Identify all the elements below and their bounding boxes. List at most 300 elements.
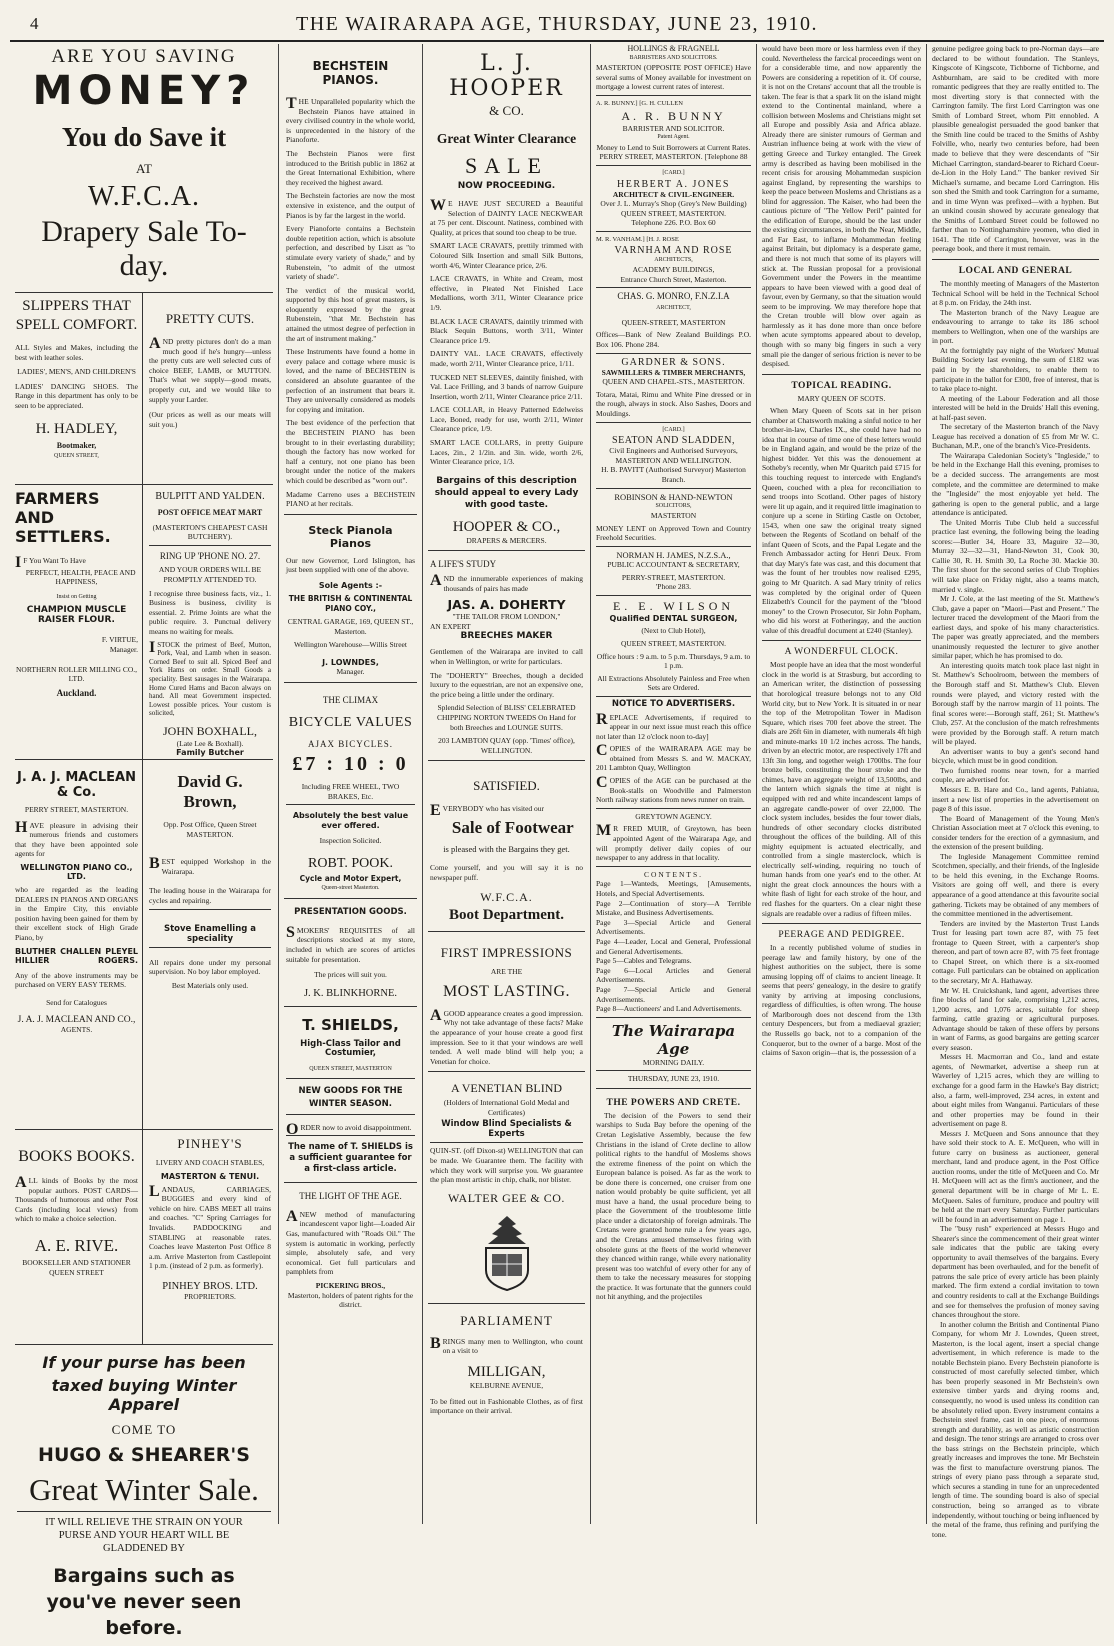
card-line: SAWMILLERS & TIMBER MERCHANTS, bbox=[601, 367, 746, 377]
maker: ROGERS. bbox=[98, 955, 138, 965]
article-paragraph: Most people have an idea that the most wonderful clock in the world is at Strasburg, but according to an American writer, the distinction of possessing that horological treasure belongs not to any Old World city, but to New York. It is situated in or near the top of the Metropolitan Tower in Madison Square, which rises 700 feet above the street. The dials are 26ft 6in in diameter, with numerals 4ft high and minute-marks 10 1/2 inches across. The hands, driven by an electric motor, are respectively 17ft and 13ft 3in long, and together weigh 1700lbs. The four bronze bells, constituting the hour stroke and the chimes, have an aggregate weight of 13,500lbs, and the lantern which signals the time at night is equipped with red and white incandescent lamps of an aggregate candle-power of over 22,000. The clock system includes, besides the four tower dials, hundreds of other secondary clocks distributed throughout the offices of the building. All of this mighty equipment is actuated electrically, and controlled from a single masterclock, which is electrically self-winding, requiring no touch of human hands from one year's end to the other. At night the great clock announces the hours with a white flash of light for each stroke of the hour, and red flashes for the quarters. On a clear night these signals are readable over a radius of fifteen miles. bbox=[762, 660, 921, 918]
card-bunny bbox=[596, 96, 751, 166]
contents-item: Page 4—Leader, Local and General, Professional and General Advertisements. bbox=[596, 936, 751, 956]
card-line: SOLICITORS, bbox=[655, 502, 692, 509]
ad-body: BEST equipped Workshop in the Wairarapa. bbox=[149, 855, 271, 876]
news-paragraph: The Masterton branch of the Navy League are endeavouring to arrange to take its 186 school members to Wellington, when one of the warships are in port. bbox=[932, 307, 1099, 346]
ad-line: Opp. Post Office, Queen Street MASTERTON. bbox=[163, 820, 257, 839]
row-maclean-brown bbox=[15, 760, 273, 1130]
card-line: BARRISTER AND SOLICITOR. bbox=[622, 123, 725, 133]
maker: CHALLEN bbox=[60, 946, 102, 956]
card-title: ROBINSON & HAND-NEWTON bbox=[614, 491, 733, 502]
ad-line: The name of T. SHIELDS is a sufficient guarantee for a first-class article. bbox=[288, 1142, 413, 1175]
ad-name: WALTER GEE & CO. bbox=[448, 1190, 565, 1205]
ad-line: THE BRITISH & CONTINENTAL PIANO COY., bbox=[288, 593, 413, 613]
card-title: A. R. BUNNY bbox=[621, 108, 726, 123]
ad-hooper bbox=[428, 44, 585, 551]
nameplate-line: MORNING DAILY. bbox=[642, 1057, 705, 1067]
ad-body: AND pretty pictures don't do a man much good if he's hungry—unless the pretty cuts are well selected cuts of choice BEEF, LAMB, or MUTTON. That's what we supply—good meats, properly cut, and we would like to supply your Larder. bbox=[149, 335, 271, 404]
row-farmers-bulpitt bbox=[15, 485, 273, 760]
card-line: ARCHITECT, bbox=[656, 305, 691, 312]
contents-title: CONTENTS. bbox=[643, 869, 704, 879]
ad-shields bbox=[284, 1007, 417, 1183]
news-paragraph: Tenders are invited by the Masterton Trust Lands Trust for leasing part town acre 87, with 75 feet frontage to Queen Street, with a carpenter's shop thereon, and part of town acre 87, with 75 feet frontage to Chapel Street, on which there is a six-roomed cottage. Full particulars can be obtained on application to the secretary, Mr A. Hathaway. bbox=[932, 918, 1099, 985]
card-line: MASTERTON bbox=[650, 511, 697, 521]
ad-line: Family Butcher bbox=[176, 748, 244, 758]
ad-satisfied bbox=[428, 761, 585, 932]
ad-line: (Late Lee & Boxhall). bbox=[176, 738, 244, 748]
ad-line: Absolutely the best value ever offered. bbox=[292, 811, 409, 830]
ad-name: J. K. BLINKHORNE. bbox=[303, 987, 398, 999]
ad-body: ALL kinds of Books by the most popular authors. POST CARDS—Thousands of humorous and other Post Cards (including local views) from which to make a choice selection. bbox=[15, 1174, 138, 1224]
nameplate-date: THURSDAY, JUNE 23, 1910. bbox=[627, 1074, 720, 1084]
ad-line: WELLINGTON PIANO CO., LTD. bbox=[20, 862, 133, 881]
ad-body: The Bechstein factories are now the most extensive in existence, and the output of Pianos is by far the largest in the world. bbox=[286, 191, 415, 220]
card-line: Qualified DENTAL SURGEON, bbox=[609, 613, 738, 623]
ad-name: PICKERING BROS., bbox=[315, 1280, 386, 1290]
ad-title: A VENETIAN BLIND bbox=[450, 1081, 563, 1096]
news-paragraph: The Wairarapa Caledonian Society's "Ingleside," to be held in the Exchange Hall this evening, promises to be a decided success. The arrangements are most complete, and the committee are determined to make the "Ingleside" the most enjoyable yet held. The gathering is open to the general public, and a large attendance is anticipated. bbox=[932, 450, 1099, 518]
ad-body: LACE COLLAR, in Heavy Patterned Edelweiss Lace, Boned, ready for use, worth 2/11, Winter Clearance price, 1/9. bbox=[430, 405, 583, 434]
card-line: Telephone 226. P.O. Box 60 bbox=[631, 218, 716, 228]
ad-line: PERRY STREET, MASTERTON. bbox=[24, 805, 129, 814]
card-line: QUEEN AND CHAPEL-STS., MASTERTON. bbox=[602, 377, 745, 387]
ad-title: BOOKS BOOKS. bbox=[18, 1148, 135, 1165]
ad-body: Madame Carreno uses a BECHSTEIN PIANO at her recitals. bbox=[286, 489, 415, 509]
card-line: H. B. PAVITT (Authorised Surveyor) Masterton Branch. bbox=[601, 465, 746, 484]
ad-line: LIVERY AND COACH STABLES, bbox=[155, 1158, 265, 1167]
news-paragraph: The secretary of the Masterton branch of the Navy League has received a donation of £5 from Mr W. C. Buchanan, M.P., one of the branch's Vice-Presidents. bbox=[932, 422, 1099, 451]
ad-title: THE LIGHT OF THE AGE. bbox=[299, 1191, 402, 1202]
ad-line: F. VIRTUE, bbox=[101, 635, 138, 645]
section-title: A WONDERFUL CLOCK. bbox=[784, 647, 899, 658]
ad-wfca-drapery bbox=[15, 44, 273, 293]
card-line: [CARD.] bbox=[662, 169, 685, 176]
card-title: E. E. WILSON bbox=[612, 598, 735, 613]
column-6 bbox=[926, 44, 1104, 1539]
ad-line: Masterton, holders of patent rights for the district. bbox=[287, 1290, 414, 1310]
ad-line: PERFECT, HEALTH, PEACE AND HAPPINESS, bbox=[25, 567, 136, 587]
ad-line: Insist on Getting bbox=[56, 593, 97, 600]
news-paragraph: Messrs E. B. Hare and Co., land agents, Pahiatua, insert a new list of properties in the advertisement on page 8 of this issue. bbox=[932, 785, 1099, 814]
row-slippers-prettycuts bbox=[15, 293, 273, 485]
ad-body: LACE CRAVATS, in White and Cream, most effective, in Pleated Net Finished Lace Medallions, worth 3/11, Winter Clearance price 1/9. bbox=[430, 274, 583, 312]
news-paragraph: The "busy rush" experienced at Messrs Hugo and Shearer's since the commencement of their great winter sale indicates that the public are taking every opportunity to avail themselves of the bargains. Every department has been overhauled, and for the benefit of patrons the sale price of every article has been plainly marked. The firm extend a cordial invitation to town and country residents to call at the Exchange Buildings and see for themselves the profusion of money saving chances throughout the store. bbox=[932, 1224, 1099, 1320]
contents-item: Page 6—Local Articles and General Advertisements. bbox=[596, 965, 751, 985]
ad-line: If your purse has been bbox=[42, 1353, 246, 1372]
ad-line: ARE THE bbox=[490, 967, 523, 977]
ad-bechstein bbox=[284, 44, 417, 515]
card-line: QUEEN-STREET, MASTERTON bbox=[621, 317, 726, 327]
ad-brown bbox=[143, 760, 273, 1129]
ad-body: EVERYBODY who has visited our bbox=[430, 802, 545, 820]
card-hollings bbox=[596, 44, 751, 96]
card-body: Totara, Matai, Rimu and White Pine dressed or in the rough, always in stock. Also Sashes, Doors and Mouldings. bbox=[596, 389, 751, 419]
ad-line: NORTHERN ROLLER MILLING CO., LTD. bbox=[16, 664, 137, 684]
editorial-nameplate bbox=[596, 1018, 751, 1089]
ad-title: THE CLIMAX bbox=[322, 694, 379, 705]
notice-advertisers bbox=[596, 697, 751, 809]
card-varnham bbox=[596, 232, 751, 288]
ad-line: MOST LASTING. bbox=[442, 982, 571, 1000]
ad-line: NOW PROCEEDING. bbox=[457, 181, 556, 191]
news-paragraph: Messrs H. Macmorran and Co., land and estate agents, of Newmarket, advertise a sheep run at Waverley of 1,215 acres, which they are willing to exchange for a good farm in the Hawke's Bay district; also, a farm, well-improved, 234 acres, in extent and about eight miles from Wanganui. Particulars of these and other properties may be found in their advertisement on page 8. bbox=[932, 1052, 1099, 1129]
ad-body: ALL Styles and Makes, including the best with leather soles. bbox=[15, 343, 138, 362]
ad-line: Manager. bbox=[336, 666, 365, 676]
ad-body: AND the innumerable experiences of making thousands of pairs has made bbox=[430, 572, 583, 593]
news-paragraph: The United Morris Tube Club held a successful practice last evening, the following being the leading scores:—Butler 34, Hoare 33, Maguire 32—30, Murray 32—32—31, Hand-Newton 31, Cook 30, Callie 30, R. H. Smith 30, La Roche 30. Mackie 30. The first shoot for the second series of Club Trophies will take place on Friday night, also a teams match, married v. single. bbox=[932, 517, 1099, 594]
card-title: GARDNER & SONS. bbox=[621, 356, 726, 368]
ad-line: (MASTERTON'S CHEAPEST CASH BUTCHERY). bbox=[152, 522, 268, 542]
ad-line: MASTERTON & TENUI. bbox=[160, 1171, 260, 1181]
news-paragraph: In another column the British and Continental Piano Company, for whom Mr J. Lowndes, Queen street, Masterton, is the local agent, insert a special change advertisement, in which reference is made to the notable Bechstein piano. Every Bechstein pianoforte is constructed of most carefully selected timber, which has been properly seasoned in Mr Bechstein's own extensive timber yards and drying rooms and, consequently, no wood is used unless its condition can be absolutely relied upon. Every instrument contains a Bechstein steel frame, cast in one piece, of enormous strength and durability, as well as artistic construction and design. The tenor strings are arranged to cross over the bass strings on the Bechstein principle, which greatly increases and improves the tone. Mr Bechstein was the first to manufacture overstrung pianos. The strings of every piano pass through a separate stud, which secures a standing in tune for an unprecedented length of time. The sounding board is also of special construction, being so arranged as to vibrate independently, without touching or being influenced by the metal of the frame, thus refining and purifying the tone. bbox=[932, 1319, 1099, 1539]
ad-name: ROBT. POOK. bbox=[308, 856, 393, 872]
ad-headline: MONEY? bbox=[32, 68, 256, 114]
contents-item: Page 2—Continuation of story—A Terrible Mistake, and Business Advertisements. bbox=[596, 898, 751, 918]
ad-line: QUEEN STREET, bbox=[54, 452, 99, 459]
ad-line: Inspection Solicited. bbox=[319, 836, 382, 846]
editorial bbox=[596, 1089, 751, 1302]
ad-body: The verdict of the musical world, supported by this host of great masters, is eloquently expressed by the great Rubenstein, "that Mr. Bechstein has attained the utmost degree of perfection in the art of instrument making." bbox=[286, 285, 415, 343]
news-paragraph: At the fortnightly pay night of the Workers' Mutual Building Society last evening, the sum of £182 was paid in by the shareholders, to enable them to participate in the ballot for £300, free of interest, that is to take place to-night. bbox=[932, 345, 1099, 394]
card-wilson bbox=[596, 596, 751, 697]
ad-line: CENTRAL GARAGE, 169, QUEEN ST., Masterton. bbox=[287, 617, 414, 636]
maker: PLEYEL bbox=[105, 946, 138, 956]
ad-line: Drapery Sale To-day. bbox=[41, 215, 247, 282]
ad-title: SLIPPERS THAT SPELL COMFORT. bbox=[15, 298, 138, 333]
news-paragraph: Two furnished rooms near town, for a married couple, are advertised for. bbox=[932, 765, 1099, 785]
article-paragraph: genuine pedigree going back to pre-Norman days—are declared to be without foundation. The Stanleys, Kingscote of Kingscote, Tichborne of Tichborne, and Ashburnham, are said to be credited with more romantic pedigrees that they are really entitled to. The most diverting story is that connected with the Carrington family. The first Lord Carrington was one Smith of Lombard Street, whom Pitt ennobled. A plausible genealogist persuaded the good banker that the Smith line could be traced to the Smiths of Ashby Folville, who, nearly two centuries before, had been made to believe that they were descendants of "Sir Michael Carrington, standard-bearer to Richard Coeur-de-Lion in the Holy Land." The banker revived Sir Michael's surname, and became Lord Carrington. His son shed the Smith and took Carrington for a surname, and in time Wynn was prefixed—with a hyphen. But an unkind cousin showed by accurate genealogy that the Smiths of Lombard Street could be followed no farther than to Nottinghamshire yeomen, who died in 1641. The title of Carrington, however, was in the peerage book, and there it must remain. bbox=[932, 44, 1099, 254]
ad-line: Sole Agents :- bbox=[318, 580, 383, 590]
ad-title: FARMERS AND SETTLERS. bbox=[15, 489, 111, 546]
card-title: SEATON AND SLADDEN, bbox=[612, 435, 735, 447]
crest-icon bbox=[430, 1212, 583, 1292]
section-title: TOPICAL READING. bbox=[791, 380, 892, 391]
ad-pretty-cuts bbox=[143, 293, 273, 484]
ad-line: ARE YOU SAVING bbox=[51, 46, 237, 67]
ad-body: BRINGS many men to Wellington, who count on a visit to bbox=[430, 1334, 583, 1356]
ad-line: RING UP 'PHONE NO. 27. bbox=[159, 550, 261, 561]
card-gardner bbox=[596, 354, 751, 423]
ad-line: Great Winter Clearance bbox=[436, 131, 577, 146]
ad-line: Boot Department. bbox=[449, 907, 564, 924]
card-line: PUBLIC ACCOUNTANT & SECRETARY, bbox=[607, 559, 740, 569]
ad-name: JOHN BOXHALL, bbox=[163, 723, 257, 738]
ad-farmers bbox=[15, 485, 143, 759]
ad-line: taxed buying Winter Apparel bbox=[51, 1376, 237, 1414]
notice-body: REPLACE Advertisements, if required to appear in our next issue must reach this office not later than 12 o'clock noon to-day] bbox=[596, 710, 751, 741]
card-line: QUEEN STREET, MASTERTON. bbox=[620, 638, 727, 648]
ad-body: TUCKED NET SLEEVES, daintily finished, with Val. Lace Frilling, and 3 bands of narrow Guipure Insertion, worth 2/11, Winter Clearance price 2/11. bbox=[430, 372, 583, 401]
ad-title: PRETTY CUTS. bbox=[165, 311, 255, 326]
ad-line: AN EXPERT bbox=[430, 621, 471, 631]
card-robinson bbox=[596, 489, 751, 547]
ad-body: LANDAUS, CARRIAGES, BUGGIES and every kind of vehicle on hire. CABS MEET all trains and coaches. "C" Spring Carriages for Invalids. PADDOCKING and STABLING at reasonable rates. Coaches leave Masterton Post Office 8 a.m. Arrive Masterton from Castlepoint 1 p.m. (instead of 2 p.m. as formerly). bbox=[149, 1182, 271, 1271]
news-paragraph: The monthly meeting of Managers of the Masterton Technical School will be held in the Technical School at 8 p.m. on Friday, the 24th inst. bbox=[932, 279, 1099, 308]
ad-title: Steck Pianola Pianos bbox=[308, 523, 393, 550]
ad-title: J. A. J. MACLEAN & Co. bbox=[16, 770, 136, 800]
ad-line: PROPRIETORS. bbox=[184, 1291, 236, 1301]
ad-body: BLACK LACE CRAVATS, daintily trimmed with Black Sequin Buttons, worth 3/11, Winter Clearance price 1/9. bbox=[430, 316, 583, 345]
ad-body: To be fitted out in Fashionable Clothes, as of first importance on their arrival. bbox=[430, 1396, 583, 1416]
ad-body: These Instruments have found a home in every palace and cottage where music is loved, and the name of BECHSTEIN is considered an absolute guarantee of the perfection of an instrument that bears it. They are universally considered as models for copying and imitation. bbox=[286, 347, 415, 414]
ad-body: SMART LACE COLLARS, in pretty Guipure Laces, 2in., 2 1/2in. and 3in. wide, worth 2/6, Winter Clearance price, 1/3. bbox=[430, 438, 583, 467]
ad-venetian-blind bbox=[428, 1072, 585, 1304]
ad-body: The "DOHERTY" Breeches, though a decided luxury to the equestrian, are not an expensive one, the price being a little under the ordinary. bbox=[430, 670, 583, 699]
news-paragraph: An interesting quoits match took place last night in St. Matthew's Schoolroom, between the members of the Borough staff and St. Matthew's Club. Eleven rounds were played, and victory rested with the Borough staff by the narrow margin of 11 points. The final scores were:—Borough staff, 261; St. Matthew's Club, 257. At the conclusion of the match refreshments were provided by the Borough staff. A return match will be played. bbox=[932, 660, 1099, 747]
card-line: ARCHITECTS, bbox=[654, 256, 693, 263]
ad-line: IF You Want To Have bbox=[15, 554, 86, 571]
card-line: All Extractions Absolutely Painless and Free when Sets are Ordered. bbox=[597, 673, 750, 693]
ad-line: Bargains such as you've never seen before. bbox=[46, 1565, 242, 1639]
columns bbox=[10, 44, 1104, 1639]
card-line: QUEEN STREET, MASTERTON. bbox=[620, 208, 727, 218]
card-title: HERBERT A. JONES bbox=[617, 178, 730, 190]
card-monro bbox=[596, 288, 751, 353]
section-subtitle: MARY QUEEN OF SCOTS. bbox=[797, 393, 886, 403]
ad-line: CHAMPION MUSCLE RAISER FLOUR. bbox=[26, 605, 127, 626]
contents-item: Page 8—Auctioneers' and Land Advertisements. bbox=[596, 1004, 742, 1014]
ad-body: ISTOCK the primest of Beef, Mutton, Pork, Veal, and Lamb when in season. Corned Beef to suit all. Spiced Beef and York Hams on order. Small Goods a speciality. Best sausages in the Wairarapa. Home Cured Hams and Bacon always on hand. All meat Government inspected. Lowest possible prices. Your custom is solicited, bbox=[149, 638, 271, 718]
ad-body: Any of the above instruments may be purchased on VERY EASY TERMS. bbox=[15, 970, 138, 990]
card-body: MONEY LENT on Approved Town and Country Freehold Securities. bbox=[596, 523, 751, 543]
ad-title: PARLIAMENT bbox=[460, 1312, 553, 1328]
notice-body: MR FRED MUIR, of Greytown, has been appointed Agent of the Wairarapa Age, and will promptly deliver daily copies of our newspaper to any address in that locality. bbox=[596, 822, 751, 863]
ad-line: Including FREE WHEEL, TWO BRAKES, Etc. bbox=[301, 782, 400, 801]
ad-price: £7 : 10 : 0 bbox=[292, 753, 409, 776]
card-line: ARCHITECT & CIVIL-ENGINEER. bbox=[612, 189, 735, 199]
ad-title: PINHEY'S bbox=[177, 1136, 243, 1151]
masthead-title: THE WAIRARAPA AGE, THURSDAY, JUNE 23, 1910. bbox=[296, 12, 818, 35]
news-paragraph: An advertiser wants to buy a gent's second hand bicycle, which must be in good condition. bbox=[932, 746, 1099, 766]
ad-line: BOOKSELLER AND STATIONER bbox=[22, 1257, 131, 1267]
ad-maclean bbox=[15, 760, 143, 1129]
ad-steck bbox=[284, 515, 417, 683]
ad-books bbox=[15, 1130, 143, 1344]
card-line: (Next to Club Hotel), bbox=[641, 626, 706, 636]
card-line: BARRISTERS AND SOLICITORS. bbox=[629, 54, 718, 61]
news-paragraph: Mr W. H. Cruickshank, land agent, advertises three fine blocks of land for sale, comprising 1,212 acres, 1,200 acres, and 1,076 acres, suitable for sheep farming, cattle grazing or agricultural purposes. Advantage should be taken of these offers by persons in want of Farms, as good bargains are getting scarcer every season. bbox=[932, 985, 1099, 1052]
card-line: PERRY STREET, MASTERTON. [Telephone 88 bbox=[599, 152, 748, 162]
card-line: Civil Engineers and Authorised Surveyors, bbox=[609, 446, 738, 456]
column-1 bbox=[10, 44, 278, 1639]
ad-body: Every Pianoforte contains a Bechstein double repetition action, which is absolute perfection, and described by Liszt as "to stimulate every variety of shade," and by Rubenstein, "to admit of the utmost variety of shade". bbox=[286, 224, 415, 282]
ad-body: QUIN-ST. (off Dixon-st) WELLINGTON that can be made. We Guarantee them. The facility with which they work will surprise you. We guarantee the plan most artistic in chip, chalk, nor blister. bbox=[430, 1146, 583, 1185]
notice-greytown bbox=[596, 809, 751, 867]
ad-line: Stove Enamelling a speciality bbox=[163, 923, 257, 944]
ad-line: BREECHES MAKER bbox=[460, 631, 553, 642]
editorial-paragraph: The decision of the Powers to send their warships to Suda Bay before the opening of the Cretan Legislative Assembly, because the few Christians in the island of Crete decline to allow political rights to the handful of Moslems shows the extreme fineness of the point on which the European balance is poised. As far as the work to be done there is concerned, one cruiser from one nation would probably be quite sufficient, yet all must have a hand, the usual procedure being to place the Government of the troublesome little place under a dictatorship of foreign admirals. The Cretans were granted home rule a few years ago, and the Cretans amused themselves firing with obsolete guns at the fleets of the world whenever they chanced within range, while every nationality present was too watchful of every other for any of them to take the necessary measures for stopping the practice. It was fortunate that the gunners could not hit anything, and the projectiles bbox=[596, 1110, 751, 1302]
ad-title: T. SHIELDS, bbox=[302, 1015, 399, 1034]
section-title: LOCAL AND GENERAL bbox=[958, 266, 1073, 277]
ad-body: All repairs done under my personal supervision. No boy labor employed. bbox=[149, 957, 271, 977]
ad-line: Send for Catalogues bbox=[46, 997, 107, 1007]
ad-body: The best evidence of the perfection that the BECHSTEIN PIANO has been brought to in their everlasting durability; though the factory has now worked for half a century, not one piano has been brought under the notice of the makers which could be described as "worn out". bbox=[286, 418, 415, 485]
ad-first-impressions bbox=[428, 932, 585, 1072]
ad-line: KELBURNE AVENUE, bbox=[469, 1381, 544, 1391]
maker: BLUTHER bbox=[15, 946, 57, 956]
news-paragraph: Messrs J. McQueen and Sons announce that they have sold their stock to A. E. McQueen, who will in future carry on business as auctioneer, general merchant, land and produce agent, in the Post Office auction rooms, under the title of McQueen and Co. Mr H. McQueen will act as the firm's auctioneer, and the general department will be in charge of Mr L. E. McQueen. Sales of furniture, produce and poultry will be held at the mart every Saturday. Further particulars will be found in an advertisement on page 1. bbox=[932, 1128, 1099, 1224]
ad-line: HUGO & SHEARER'S bbox=[38, 1444, 250, 1466]
contents-item: Page 7—Special Article and General Advertisements. bbox=[596, 984, 751, 1004]
ad-name: HOOPER & CO., bbox=[452, 518, 561, 535]
ad-body: Come yourself, and you will say it is no newspaper puff. bbox=[430, 862, 583, 882]
ad-body: SMART LACE CRAVATS, prettily trimmed with Coloured Silk Insertion and small Silk Buttons, worth 4/6, Winter Clearance price, 2/6. bbox=[430, 241, 583, 270]
contents bbox=[596, 867, 751, 1018]
ad-line: (Holders of International Gold Medal and Certificates) bbox=[443, 1098, 570, 1117]
card-title: HOLLINGS & FRAGNELL bbox=[627, 44, 720, 53]
card-line: Money to Lend to Suit Borrowers at Current Rates. bbox=[596, 142, 751, 152]
card-line: M. R. VANHAM.] [H. J. ROSE bbox=[596, 235, 679, 243]
ad-body: The leading house in the Wairarapa for cycles and repairing. bbox=[149, 886, 271, 905]
card-line: Patent Agent. bbox=[657, 134, 690, 141]
article-paragraph: In a recently published volume of studies in peerage law and family history, by one of the highest authorities on the subject, there is some amusing lopping off of claims to ancient lineage. It seems that peers' genealogy, in the desire to gratify vanity by arriving at imposing conclusions, regardless of difficulties, is often wrong. The house of Marlborough does not descend from the 13th century Despencers, but from a mediaeval grazier; the Russells go back, not to a companion of the Conqueror, but to the owner of a barge. Most of the claims of Saxon origin—that is, the possession of a bbox=[762, 943, 921, 1058]
ad-line: Cycle and Motor Expert, bbox=[299, 874, 402, 884]
ad-slippers bbox=[15, 293, 143, 484]
ad-line: AND YOUR ORDERS WILL BE PROMPTLY ATTENDED TO. bbox=[158, 565, 262, 584]
card-line: Office hours : 9 a.m. to 5 p.m. Thursdays, 9 a.m. to 1 p.m. bbox=[596, 651, 751, 671]
contents-item: Page 1—Wanteds, Meetings, [Amusements, Hotels, and Special Advertisements. bbox=[596, 879, 751, 898]
ad-title: FIRST IMPRESSIONS bbox=[440, 945, 573, 961]
ad-line: "THE TAILOR FROM LONDON," bbox=[452, 612, 561, 622]
ad-name: J. A. J. MACLEAN AND CO., bbox=[17, 1015, 136, 1026]
card-body: MASTERTON (OPPOSITE POST OFFICE) Have several sums of Money available for investment on mortgage a lowest current rates of interest. bbox=[596, 63, 751, 92]
card-line: ACADEMY BUILDINGS, bbox=[632, 265, 715, 275]
news-paragraph: Mr J. Cole, at the last meeting of the St. Matthew's Club, gave a paper on "Maori—Past and Present." The lecturer traced the development of the Maori from the earliest days, and spoke of his many characteristics. The paper was greatly appreciated, and the members unanimously requested the lecturer to give another similar paper, which he has promised to do. bbox=[932, 594, 1099, 661]
ad-name: JAS. A. DOHERTY bbox=[447, 597, 566, 613]
ad-title: BULPITT AND YALDEN. bbox=[155, 491, 265, 502]
ad-body: The Bechstein Pianos were first introduced to the British public in 1862 at the Great International Exhibition, where they received the highest award. bbox=[286, 148, 415, 187]
card-line: Over J. L. Murray's Shop (Grey's New Building) bbox=[600, 199, 747, 209]
ad-body: is pleased with the Bargains they get. bbox=[443, 843, 570, 854]
article-paragraph: When Mary Queen of Scots sat in her prison chamber at Chatsworth making a sinful notice to her brother-in-law, Charles IX., she could have had no idea that in course of time one of these letters would be in England again, and would be the prize of the highest bidder. Yet this was the denouement at Sotheby's recently, when Mr Quaritch paid £715 for this touching request to intercede with England's Queen, couched with a plea for reconciliation to send troops into Scotland. Other pages of history were lit up again, and it required little imagination to conjure up a scene in Stirling Castle on October, 1543, when one saw the original treaty signed between the Regents of Scotland on behalf of the infant Queen of Scots, and the Papal Legate and the French Ambassador acting for Henri Deux. From that day Mary's fate was cast, and this document that was the fount of her troubles now realised £295, going to Mr Quaritch. A sad Mary trinity of relics was completed by the original order of Queen Elizabeth's Council for the payment of the "blood money" to the Crown Prosecutor, Sir John Popham, who did his worst at Fotheringay, and the auction value of this dreadful document at £240 (Stanley). bbox=[762, 406, 921, 635]
ad-body: AGOOD appearance creates a good impression. Why not take advantage of these facts? Make the appearance of your house create a good first impression. See to it that your windows are well tended. A well made blind will help you; a Venetian for choice. bbox=[430, 1006, 583, 1066]
card-title: VARNHAM AND ROSE bbox=[614, 244, 733, 256]
contents-item: Page 3—Special Article and General Advertisements. bbox=[596, 917, 751, 937]
ad-body: ORDER now to avoid disappointment. bbox=[286, 1120, 412, 1138]
ad-line: W.F.C.A. bbox=[87, 181, 201, 212]
ad-name: H. HADLEY, bbox=[35, 420, 118, 437]
ad-climax bbox=[284, 683, 417, 900]
ad-line: Bootmaker, bbox=[56, 440, 97, 450]
card-jones bbox=[596, 166, 751, 232]
card-title: NORMAN H. JAMES, N.Z.S.A., bbox=[616, 549, 731, 560]
ad-body: Splendid Selection of BLISS' CELEBRATED CHIPPING NORTON TWEEDS On Hand for both Breeches and LOUNGE SUITS. bbox=[436, 703, 577, 732]
ad-line: IT WILL RELIEVE THE STRAIN ON YOUR PURSE AND YOUR HEART WILL BE GLADDENED BY bbox=[45, 1517, 243, 1554]
ad-line: AGENTS. bbox=[60, 1025, 93, 1035]
column-4 bbox=[590, 44, 756, 1524]
page-number: 4 bbox=[30, 14, 39, 33]
notice-body: COPIES of the WAIRARAPA AGE may be obtained from Messrs S. and W. MACKAY, 201 Lambton Quay, Wellington bbox=[596, 742, 751, 773]
ad-line: SALE bbox=[465, 153, 548, 178]
ad-presentation bbox=[284, 899, 417, 1007]
ad-body: THE Unparalleled popularity which the Bechstein Pianos have attained in every civilised country in the whole world, is unprecedented in the history of the Pianoforte. bbox=[286, 95, 415, 145]
card-title: CHAS. G. MONRO, F.N.Z.I.A bbox=[617, 291, 730, 302]
ad-line: LADIES' DANCING SHOES. The Range in this department has only to be seen to be appreciated. bbox=[15, 381, 138, 410]
column-5 bbox=[756, 44, 926, 1524]
maker: HILLIER bbox=[15, 955, 50, 965]
card-line: A. R. BUNNY.] [G. H. CULLEN bbox=[596, 99, 683, 107]
ad-parliament bbox=[428, 1304, 585, 1421]
news-paragraph: The Board of Management of the Young Men's Christian Association meet at 7 o'clock this evening, to consider tenders for the erection of a gymnasium, and the extension of the present building. bbox=[932, 813, 1099, 852]
ad-body: I recognise three business facts, viz., 1. Business is business, civility is essential. 2. Prime Joints are what the public require. 3. Punctual delivery means no waiting for meals. bbox=[149, 588, 271, 636]
notice-body: COPIES of the AGE can be purchased at the Book-stalls on Woodville and Palmerston North railway stations from news runner on train. bbox=[596, 774, 751, 805]
ad-doherty bbox=[428, 551, 585, 761]
card-line: Entrance Church Street, Masterton. bbox=[620, 274, 727, 284]
ad-body: WE HAVE JUST SECURED a Beautiful Selection of DAINTY LACE NECKWEAR at 75 per cent. Discount. Natiness, combined with Quality, at prices that sound too cheap to be true. bbox=[430, 197, 583, 237]
ad-line: AT bbox=[136, 161, 152, 176]
editorial-paragraph: would have been more or less harmless even if they could. Nevertheless the farcical proceedings went on for a considerable time, and now apparently the Powers are considering a repetition of it. Of course, it is not on the Cretans' account that all the trouble is taken. The fear is that a spark lit on the island might extend to the Continental mainland, where a collision between Moslems and Christians might set all Europe and possibly Asia and Africa ablaze. Already there are sinister rumours of German and Austrian influence being at work with the view of getting Greece and Turkey entangled. The Greek army is described as having been mobilised in the recent crisis for arousing Mohammedan suspicion against England, by representing the warships to keep the peace between Moslems and Christians as a blind for aggression. The Kaiser, who had been the cautious picture of "The Yellow Peril" painted for the edification of Europe, should be the last under the existing circumstances, in both the Near, Middle, and Far East, to inflame Mohammedan feeling against Britain, but diplomacy is a desperate game, and there is not much that some of its players will stick at. The Russian proposal for a provisional Government under the Powers in the meantime appears to have been viewed with a good deal of favour, even by Germany, so that the situation would seem to be improving. We may therefore hope that the Cretan trouble will blow over again as harmlessly as it has done more than once before when acute symptoms appeared about to develop, though with so many big fingers in such a very small pie the danger of serious friction is never to be despised. bbox=[762, 44, 921, 369]
ad-line: & CO. bbox=[489, 103, 524, 118]
ad-body: who are regarded as the leading DEALERS IN PIANOS AND ORGANS in the Empire City, this enviable position having been gained for them by their excellent stock of High Grade Piano, by bbox=[15, 884, 138, 942]
card-line: PERRY-STREET, MASTERTON. bbox=[621, 572, 726, 582]
ad-title: A LIFE'S STUDY bbox=[430, 559, 497, 570]
ad-title: PRESENTATION GOODS. bbox=[294, 907, 407, 918]
card-body: Offices—Bank of New Zealand Buildings P.O. Box 106. Phone 284. bbox=[596, 330, 751, 350]
ad-bulpitt bbox=[143, 485, 273, 759]
ad-line: QUEEN STREET bbox=[49, 1267, 104, 1277]
ad-title: SATISFIED. bbox=[473, 778, 540, 794]
ad-line: QUEEN STREET, MASTERTON bbox=[309, 1066, 392, 1072]
ad-line: Great Winter Sale. bbox=[29, 1472, 259, 1507]
ad-name: W.F.C.A. bbox=[480, 890, 533, 905]
card-james bbox=[596, 547, 751, 596]
editorial-title: THE POWERS AND CRETE. bbox=[606, 1097, 741, 1108]
ad-line: The prices will suit you. bbox=[314, 970, 387, 980]
row-books-pinhey bbox=[15, 1130, 273, 1345]
notice-title: GREYTOWN AGENCY. bbox=[635, 811, 712, 821]
column-3 bbox=[422, 44, 590, 1524]
contents-item: Page 5—Cables and Telegrams. bbox=[596, 956, 692, 966]
ad-name: A. E. RIVE. bbox=[34, 1235, 119, 1255]
ad-line: Auckland. bbox=[56, 687, 97, 698]
ad-line: AJAX BICYCLES. bbox=[307, 739, 393, 750]
ad-line: POST OFFICE MEAT MART bbox=[157, 508, 263, 517]
ad-line: High-Class Tailor and Costumier, bbox=[300, 1038, 401, 1059]
section-title: PEERAGE AND PEDIGREE. bbox=[778, 930, 905, 941]
notice-title: NOTICE TO ADVERTISERS. bbox=[611, 698, 736, 709]
column-2 bbox=[278, 44, 422, 1524]
news-paragraph: A meeting of the Labour Federation and all those interested will be held in the Druids' Hall this evening, at half-past seven. bbox=[932, 393, 1099, 422]
ad-body: HAVE pleasure in advising their numerous friends and customers that they have been appointed sole agents for bbox=[15, 818, 138, 859]
ad-name: PINHEY BROS. LTD. bbox=[162, 1280, 258, 1292]
ad-line: NEW GOODS FOR THE WINTER SEASON. bbox=[298, 1085, 403, 1109]
maker-list bbox=[15, 947, 138, 965]
ad-title: David G. Brown, bbox=[177, 772, 243, 811]
card-line: 'Phone 283. bbox=[655, 582, 692, 592]
card-line: MASTERTON AND WELLINGTON. bbox=[615, 455, 732, 465]
card-line: [CARD.] bbox=[662, 426, 685, 433]
ad-body: Gentlemen of the Wairarapa are invited to call when in Wellington, or write for particulars. bbox=[430, 647, 583, 666]
ad-line: DRAPERS & MERCERS. bbox=[466, 535, 547, 545]
ad-line: Queen-street Masterton. bbox=[321, 884, 380, 891]
ad-line: Window Blind Specialists & Experts bbox=[441, 1119, 572, 1140]
ad-body: Our new Governor, Lord Islington, has just been supplied with one of the above. bbox=[286, 555, 415, 575]
ad-line: BICYCLE VALUES bbox=[288, 715, 413, 731]
news-paragraph: The Ingleside Management Committee remind Scotchmen, specially, and their friends, of the Ingleside to be held this evening, in the Exchange Rooms. Visitors are going off well, and there is every appearance of a good attendance at this favourite social gathering. Tickets may be obtained of any members of the committee mentioned in the advertisement. bbox=[932, 851, 1099, 919]
ad-hugo-shearer bbox=[15, 1345, 273, 1646]
ad-line: COME TO bbox=[111, 1422, 177, 1437]
ad-line: Sale of Footwear bbox=[451, 817, 574, 837]
nameplate-title: The Wairarapa Age bbox=[611, 1021, 736, 1058]
ad-line: J. LOWNDES, bbox=[322, 657, 379, 667]
ad-light-of-age bbox=[284, 1183, 417, 1315]
masthead bbox=[10, 8, 1104, 42]
ad-line: LADIES', MEN'S, AND CHILDREN'S bbox=[17, 367, 136, 377]
ad-title: BECHSTEIN PIANOS. bbox=[312, 59, 389, 87]
ad-line: Best Materials only used. bbox=[171, 980, 249, 990]
ad-body: ANEW method of manufacturing incandescent vapor light—Loaded Air Gas, manufactured with "Roads Oil." The system is automatic in working, perfectly simple, absolutely safe, and very economical. Get full particulars and pamphlets from bbox=[286, 1207, 415, 1277]
